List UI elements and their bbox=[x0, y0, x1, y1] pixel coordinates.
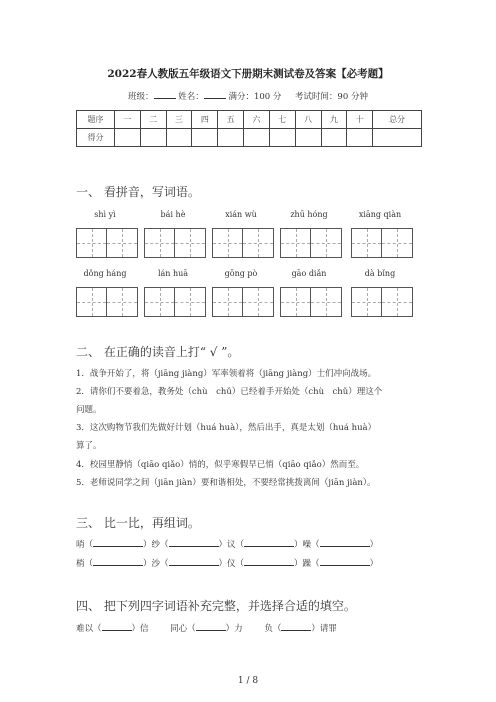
writing-grid[interactable] bbox=[144, 228, 206, 258]
class-label: 班级： bbox=[128, 92, 154, 102]
idiom-part: ）请罪 bbox=[311, 624, 337, 634]
char-label: ）躁（ bbox=[294, 559, 320, 569]
compare-row bbox=[76, 538, 378, 550]
score-row-label: 得分 bbox=[77, 129, 115, 147]
writing-grid[interactable] bbox=[212, 287, 274, 317]
answer-blank[interactable] bbox=[93, 538, 143, 547]
idiom-part: 同心（ bbox=[170, 624, 196, 634]
writing-grid[interactable] bbox=[280, 287, 342, 317]
answer-blank[interactable] bbox=[244, 557, 294, 566]
pinyin-label: bái hè bbox=[160, 210, 186, 219]
pinyin-label: dà bǐng bbox=[364, 269, 396, 278]
writing-grid[interactable] bbox=[76, 228, 138, 258]
writing-grid[interactable] bbox=[76, 287, 138, 317]
exam-time: 考试时间：90 分钟 bbox=[294, 92, 368, 102]
compare-row bbox=[76, 557, 378, 569]
page-title: 2022春人教版五年级语文下册期末测试卷及答案【必考题】 bbox=[107, 68, 389, 80]
score-input-cell[interactable] bbox=[269, 129, 295, 147]
score-cell: 题序 bbox=[77, 111, 115, 129]
score-cell: 三 bbox=[166, 111, 192, 129]
answer-blank[interactable] bbox=[320, 538, 370, 547]
char-label: ） bbox=[369, 540, 379, 550]
score-cell: 一 bbox=[115, 111, 141, 129]
name-blank[interactable] bbox=[204, 91, 226, 99]
score-input-cell[interactable] bbox=[244, 129, 270, 147]
score-cell: 四 bbox=[192, 111, 218, 129]
answer-blank[interactable] bbox=[244, 538, 294, 547]
score-cell: 九 bbox=[321, 111, 347, 129]
score-input-cell[interactable] bbox=[218, 129, 244, 147]
char-label: 梢（ bbox=[76, 559, 94, 569]
score-cell: 二 bbox=[140, 111, 166, 129]
question-line: 3．这次购物节我们先做好计划（huá huà），然后出手，真是太划（huá huà） bbox=[76, 423, 377, 433]
question-line: 算了。 bbox=[76, 441, 102, 451]
answer-blank[interactable] bbox=[320, 557, 370, 566]
char-label: ）纱（ bbox=[143, 540, 169, 550]
question-line: 5．老师说同学之间（jiān jiàn）要和谐相处，不要经常挑拨离间（jiān jiàn）。 bbox=[76, 478, 376, 488]
pinyin-label: gōng pò bbox=[224, 269, 258, 278]
score-input-cell[interactable] bbox=[295, 129, 321, 147]
section2-heading: 二、 在正确的读音上打“ √ ”。 bbox=[76, 345, 240, 359]
score-input-cell[interactable] bbox=[192, 129, 218, 147]
char-label: ）噪（ bbox=[294, 540, 320, 550]
score-cell: 六 bbox=[244, 111, 270, 129]
pinyin-label: lán huā bbox=[157, 269, 189, 278]
question-line: 问题。 bbox=[76, 405, 102, 415]
section4-heading: 四、 把下列四字词语补充完整，并选择合适的填空。 bbox=[76, 599, 356, 613]
section1-heading: 一、 看拼音，写词语。 bbox=[76, 185, 200, 199]
char-label: ）沙（ bbox=[143, 559, 169, 569]
exam-info-line bbox=[0, 90, 496, 102]
writing-grid[interactable] bbox=[212, 228, 274, 258]
writing-grid[interactable] bbox=[351, 228, 413, 258]
score-table-header-row bbox=[77, 111, 422, 129]
char-label: ） bbox=[369, 559, 379, 569]
pinyin-label: dǒng háng bbox=[83, 269, 127, 278]
question-line: 1．战争开始了，将（jiāng jiàng）军率领着将（jiāng jiàng）士们冲向战场。 bbox=[76, 369, 377, 379]
pinyin-label: shì yì bbox=[94, 210, 116, 219]
score-input-cell[interactable] bbox=[140, 129, 166, 147]
score-input-cell[interactable] bbox=[166, 129, 192, 147]
idiom-part: 难以（ bbox=[76, 624, 102, 634]
score-input-cell[interactable] bbox=[115, 129, 141, 147]
score-input-cell[interactable] bbox=[321, 129, 347, 147]
idiom-part: ）信 bbox=[131, 624, 149, 634]
section3-heading: 三、 比一比，再组词。 bbox=[76, 516, 200, 530]
pinyin-label: zhū hóng bbox=[290, 210, 328, 219]
name-label: 姓名： bbox=[178, 92, 204, 102]
score-table-score-row bbox=[77, 129, 422, 147]
writing-grid[interactable] bbox=[351, 287, 413, 317]
char-label: ）仪（ bbox=[218, 559, 245, 569]
score-cell: 八 bbox=[295, 111, 321, 129]
answer-blank[interactable] bbox=[169, 557, 219, 566]
answer-blank[interactable] bbox=[169, 538, 219, 547]
score-cell: 五 bbox=[218, 111, 244, 129]
page-number: 1 / 8 bbox=[237, 676, 259, 686]
writing-grid[interactable] bbox=[280, 228, 342, 258]
answer-blank[interactable] bbox=[196, 622, 226, 631]
writing-grid[interactable] bbox=[144, 287, 206, 317]
score-table bbox=[76, 110, 422, 147]
question-line: 2．请你们不要着急，教务处（chù chǔ）已经着手开始处（chù chǔ）理这个 bbox=[76, 387, 383, 397]
class-blank[interactable] bbox=[154, 91, 176, 99]
pinyin-label: xián wù bbox=[225, 210, 257, 219]
pinyin-label: xiāng qiàn bbox=[358, 210, 402, 219]
score-input-cell[interactable] bbox=[347, 129, 373, 147]
score-cell: 十 bbox=[347, 111, 373, 129]
idiom-part: ）力 bbox=[225, 624, 243, 634]
char-label: 哨（ bbox=[76, 540, 94, 550]
question-line: 4．校园里静悄（qiāo qiǎo）悄的，似乎寒假早已悄（qiāo qiǎo）然而至。 bbox=[76, 460, 365, 470]
idiom-row bbox=[76, 622, 337, 634]
answer-blank[interactable] bbox=[93, 557, 143, 566]
idiom-part: 负（ bbox=[264, 624, 282, 634]
score-input-cell[interactable] bbox=[373, 129, 422, 147]
score-cell: 七 bbox=[269, 111, 295, 129]
full-score: 满分：100 分 bbox=[228, 92, 282, 102]
pinyin-label: gāo diǎn bbox=[291, 269, 327, 278]
answer-blank[interactable] bbox=[281, 622, 311, 631]
char-label: ）议（ bbox=[218, 540, 245, 550]
score-cell: 总分 bbox=[373, 111, 422, 129]
answer-blank[interactable] bbox=[102, 622, 132, 631]
